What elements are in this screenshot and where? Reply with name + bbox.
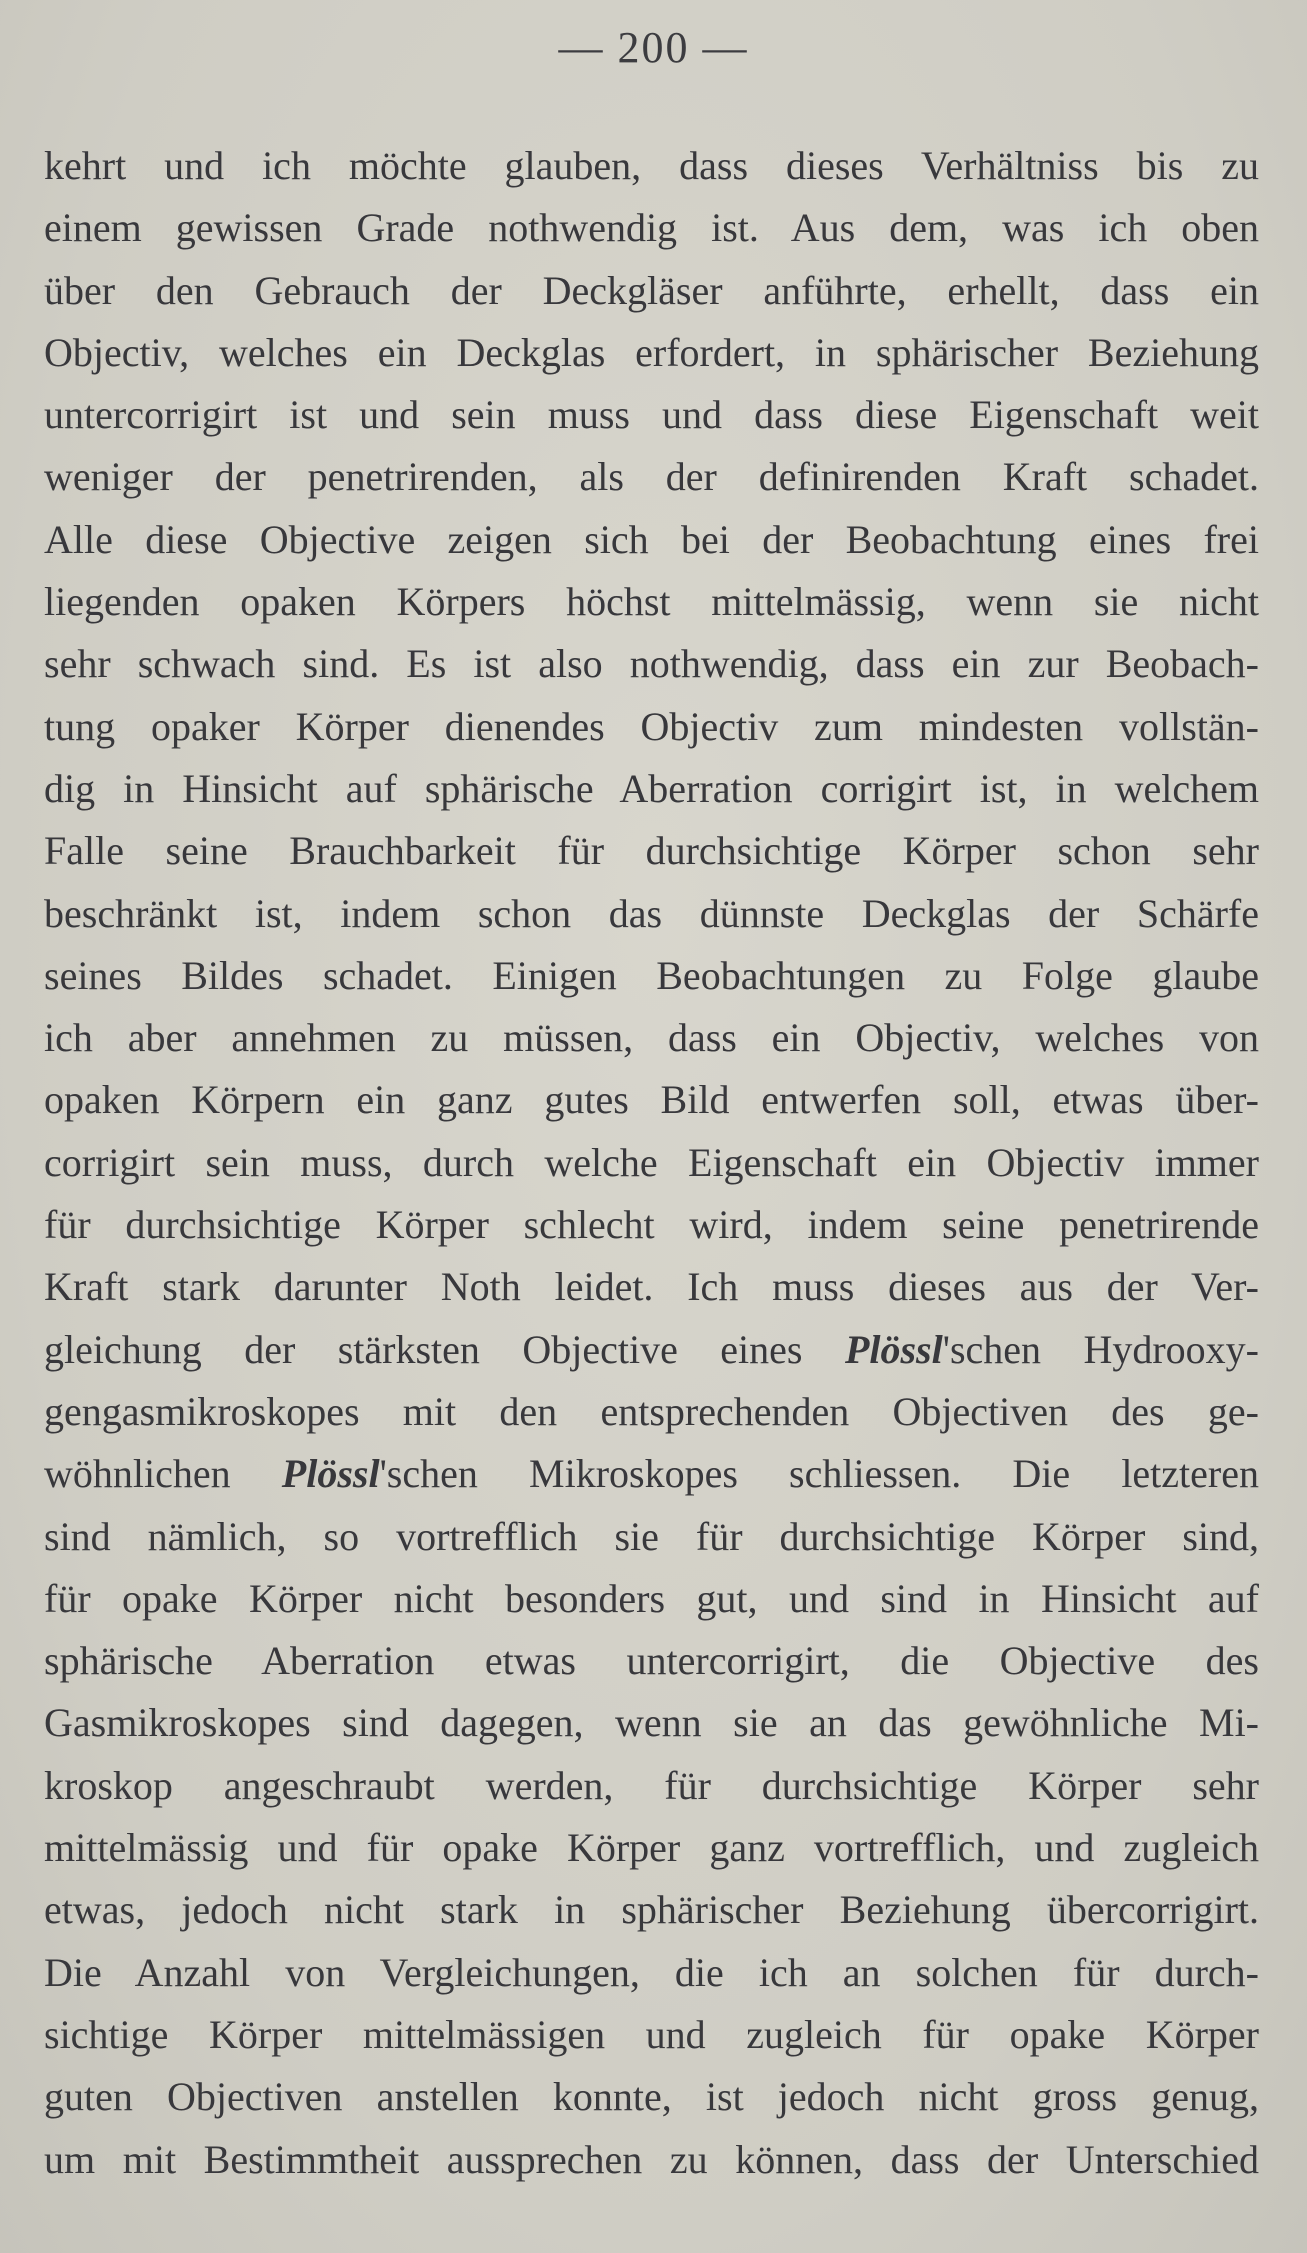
text-segment: 'schen Hydrooxy- (942, 1326, 1259, 1372)
text-line: kehrt und ich möchte glauben, dass dieses Verhältniss bis zu (44, 143, 1259, 188)
text-line: opaken Körpern ein ganz gutes Bild entwerfen soll, etwas über- (44, 1077, 1259, 1123)
text-segment: wöhnlichen (44, 1451, 282, 1497)
text-line: über den Gebrauch der Deckgläser anführte, erhellt, dass ein (44, 267, 1259, 313)
text-line: für durchsichtige Körper schlecht wird, indem seine penetrirende (44, 1202, 1259, 1248)
text-line: etwas, jedoch nicht stark in sphärischer Beziehung übercorrigirt. (44, 1887, 1259, 1933)
text-line: gengasmikroskopes mit den entsprechenden Objectiven des ge- (44, 1388, 1259, 1434)
text-line: untercorrigirt ist und sein muss und dass diese Eigenschaft weit (44, 392, 1259, 438)
text-line: kroskop angeschraubt werden, für durchsichtige Körper sehr (44, 1762, 1259, 1808)
body-text (44, 135, 1259, 2191)
text-line: Alle diese Objective zeigen sich bei der Beobachtung eines frei (44, 516, 1259, 562)
text-line: Gasmikroskopes sind dagegen, wenn sie an das gewöhnliche Mi- (44, 1700, 1259, 1746)
text-line: sphärische Aberration etwas untercorrigirt, die Objective des (44, 1638, 1259, 1684)
text-line: sichtige Körper mittelmässigen und zugleich für opake Körper (44, 2011, 1259, 2057)
text-line: um mit Bestimmtheit aussprechen zu können, dass der Unterschied (44, 2136, 1259, 2182)
text-line: einem gewissen Grade nothwendig ist. Aus dem, was ich oben (44, 205, 1259, 251)
text-line (44, 1443, 1259, 1505)
person-name: Plössl (844, 1326, 943, 1372)
text-line (44, 1319, 1259, 1381)
text-line: Falle seine Brauchbarkeit für durchsichtige Körper schon sehr (44, 828, 1259, 874)
text-line: mittelmässig und für opake Körper ganz vortrefflich, und zugleich (44, 1825, 1259, 1871)
text-line: für opake Körper nicht besonders gut, und sind in Hinsicht auf (44, 1575, 1259, 1621)
text-line: guten Objectiven anstellen konnte, ist jedoch nicht gross genug, (44, 2074, 1259, 2120)
text-line: weniger der penetrirenden, als der definirenden Kraft schadet. (44, 454, 1259, 500)
text-segment: 'schen Mikroskopes schliessen. Die letzteren (379, 1451, 1259, 1497)
text-line: sehr schwach sind. Es ist also nothwendig, dass ein zur Beobach- (44, 641, 1259, 687)
text-line: Die Anzahl von Vergleichungen, die ich an solchen für durch- (44, 1949, 1259, 1995)
text-line: Objectiv, welches ein Deckglas erfordert, in sphärischer Beziehung (44, 329, 1259, 375)
text-line: ich aber annehmen zu müssen, dass ein Objectiv, welches von (44, 1015, 1259, 1061)
text-line: Kraft stark darunter Noth leidet. Ich muss dieses aus der Ver- (44, 1264, 1259, 1310)
text-line: corrigirt sein muss, durch welche Eigenschaft ein Objectiv immer (44, 1139, 1259, 1185)
text-line: seines Bildes schadet. Einigen Beobachtungen zu Folge glaube (44, 952, 1259, 998)
text-line: liegenden opaken Körpers höchst mittelmässig, wenn sie nicht (44, 579, 1259, 625)
person-name: Plössl (281, 1451, 380, 1497)
text-line: dig in Hinsicht auf sphärische Aberration corrigirt ist, in welchem (44, 765, 1259, 811)
page-number: — 200 — (558, 23, 749, 72)
text-segment: gleichung der stärksten Objective eines (44, 1326, 845, 1372)
text-line: sind nämlich, so vortrefflich sie für durchsichtige Körper sind, (44, 1513, 1259, 1559)
text-line: tung opaker Körper dienendes Objectiv zum mindesten vollstän- (44, 703, 1259, 749)
text-line: beschränkt ist, indem schon das dünnste Deckglas der Schärfe (44, 890, 1259, 936)
